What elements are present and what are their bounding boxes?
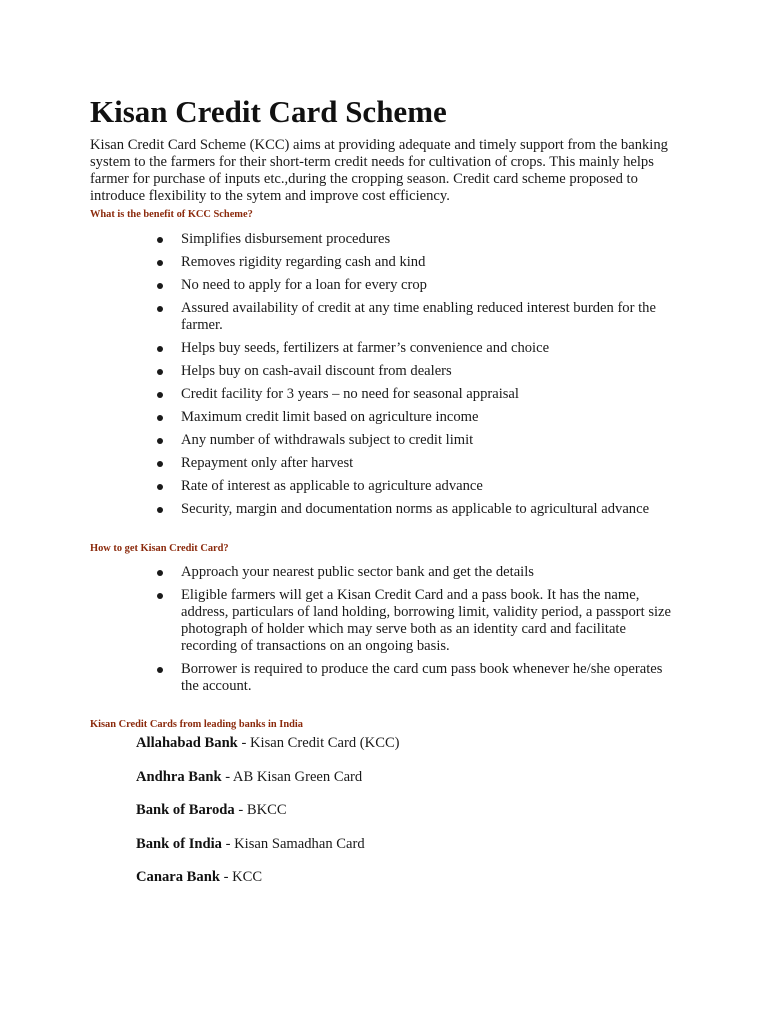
bullet-icon	[157, 593, 163, 599]
list-item-text: Repayment only after harvest	[181, 455, 354, 471]
list-item	[0, 277, 681, 294]
list-item-text: Maximum credit limit based on agriculture income	[181, 409, 479, 425]
bank-name: Bank of Baroda	[136, 802, 235, 818]
bullet-icon	[157, 306, 163, 312]
list-item	[0, 501, 681, 518]
list-item-text: Approach your nearest public sector bank and get the details	[181, 564, 534, 580]
card-name: - KCC	[219, 869, 263, 885]
bullet-icon	[157, 392, 163, 398]
card-name: - AB Kisan Green Card	[221, 768, 363, 785]
bullet-icon	[157, 461, 163, 467]
banks-heading: Kisan Credit Cards from leading banks in India	[90, 719, 303, 730]
list-item	[0, 432, 681, 449]
list-item	[0, 231, 681, 248]
list-item-text: Simplifies disbursement procedures	[181, 231, 391, 247]
list-item	[0, 661, 681, 695]
list-item-text: Helps buy on cash-avail discount from dealers	[181, 363, 452, 379]
bank-name: Canara Bank	[136, 869, 220, 885]
bullet-icon	[157, 415, 163, 421]
list-item	[0, 478, 681, 495]
bullet-icon	[157, 438, 163, 444]
bullet-icon	[157, 260, 163, 266]
list-item	[0, 564, 681, 581]
howto-list	[0, 564, 681, 701]
bullet-icon	[157, 237, 163, 243]
bullet-icon	[157, 570, 163, 576]
bank-entry	[136, 802, 400, 819]
list-item	[0, 300, 681, 334]
list-item-text: Any number of withdrawals subject to credit limit	[181, 432, 474, 448]
bank-entry	[136, 869, 400, 886]
list-item-text: Removes rigidity regarding cash and kind	[181, 254, 426, 270]
list-item-text: Credit facility for 3 years – no need for seasonal appraisal	[181, 386, 519, 402]
benefits-heading: What is the benefit of KCC Scheme?	[90, 209, 253, 220]
list-item	[0, 587, 681, 655]
page-title: Kisan Credit Card Scheme	[90, 94, 447, 129]
intro-paragraph: Kisan Credit Card Scheme (KCC) aims at providing adequate and timely support from the banking system to the farmers for their short-term credit needs for cultivation of crops. This mainly helps farmer for purchase of inputs etc.,during the cropping season. Credit card scheme proposed to introduce flexibility to the sytem and improve cost efficiency.	[90, 137, 668, 204]
bank-entry	[136, 735, 400, 752]
list-item	[0, 254, 681, 271]
bullet-icon	[157, 283, 163, 289]
card-name: - Kisan Samadhan Card	[221, 835, 365, 852]
list-item-text: Eligible farmers will get a Kisan Credit Card and a pass book. It has the name, address, particulars of land holding, borrowing limit, validity period, a passport size photograph of holder which may serve both as an identity card and facilitate recording of transactions on an ongoing basis.	[181, 587, 672, 654]
list-item	[0, 363, 681, 380]
bullet-icon	[157, 507, 163, 513]
bank-entry	[136, 836, 400, 853]
list-item	[0, 340, 681, 357]
bullet-icon	[157, 667, 163, 673]
card-name: - Kisan Credit Card (KCC)	[237, 735, 400, 751]
list-item-text: Assured availability of credit at any time enabling reduced interest burden for the farmer.	[181, 300, 656, 333]
bullet-icon	[157, 484, 163, 490]
list-item-text: Security, margin and documentation norms as applicable to agricultural advance	[181, 501, 650, 517]
bullet-icon	[157, 346, 163, 352]
bank-entry	[136, 769, 400, 786]
banks-list	[136, 735, 400, 903]
list-item	[0, 386, 681, 403]
list-item	[0, 409, 681, 426]
bank-name: Bank of India	[136, 835, 222, 852]
list-item-text: Borrower is required to produce the card cum pass book whenever he/she operates the account.	[181, 661, 663, 694]
bank-name: Andhra Bank	[136, 768, 222, 785]
list-item-text: Helps buy seeds, fertilizers at farmer’s convenience and choice	[181, 340, 550, 356]
list-item-text: No need to apply for a loan for every crop	[181, 277, 427, 293]
list-item-text: Rate of interest as applicable to agriculture advance	[181, 478, 483, 494]
bullet-icon	[157, 369, 163, 375]
benefits-list	[0, 231, 681, 524]
howto-heading: How to get Kisan Credit Card?	[90, 543, 229, 554]
bank-name: Allahabad Bank	[136, 735, 238, 751]
list-item	[0, 455, 681, 472]
card-name: - BKCC	[234, 802, 287, 818]
